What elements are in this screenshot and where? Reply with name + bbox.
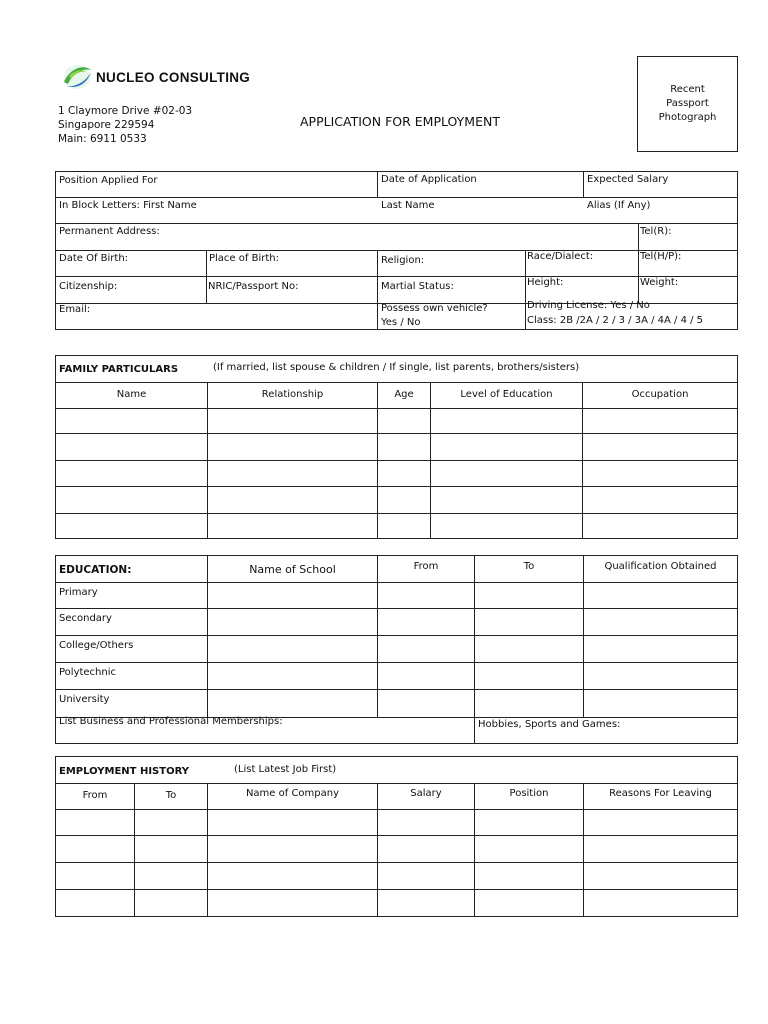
employment-col-header (584, 783, 737, 810)
employment-section-note: (List Latest Job First) (234, 764, 337, 775)
family-table-cell[interactable] (208, 409, 378, 434)
family-table-cell[interactable] (56, 409, 208, 434)
first-name-label: In Block Letters: First Name (59, 200, 197, 211)
family-table-cell[interactable] (378, 434, 431, 461)
photo-label-1: Recent (670, 84, 705, 95)
email-field[interactable] (56, 304, 378, 329)
employment-col-header (135, 783, 208, 810)
email-label: Email: (59, 304, 91, 315)
employment-table-cell[interactable] (208, 810, 378, 836)
employment-table-cell[interactable] (135, 863, 208, 890)
tel-hp-label: Tel(H/P): (640, 251, 682, 262)
education-table-cell[interactable] (378, 636, 475, 663)
family-col-header (208, 382, 378, 409)
employment-col-header (475, 783, 584, 810)
family-table-cell[interactable] (378, 514, 431, 538)
hobbies-label: Hobbies, Sports and Games: (478, 719, 621, 730)
education-table-cell[interactable] (208, 690, 378, 718)
education-table-cell[interactable] (584, 663, 737, 690)
photo-box[interactable] (637, 56, 738, 152)
permanent-address-field[interactable] (56, 224, 639, 251)
race-dialect-field[interactable] (526, 251, 639, 277)
family-table-cell[interactable] (583, 487, 737, 514)
marital-status-label: Martial Status: (381, 281, 454, 292)
education-table-cell[interactable] (208, 609, 378, 636)
family-table-cell[interactable] (56, 461, 208, 487)
memberships-label: List Business and Professional Memberships: (59, 716, 283, 727)
education-section-title: EDUCATION: (59, 564, 132, 576)
employment-col-header (56, 783, 135, 810)
education-table-cell[interactable] (378, 690, 475, 718)
education-col-header (208, 556, 378, 583)
date-of-birth-field[interactable] (56, 251, 207, 277)
employment-history-section (55, 756, 738, 917)
family-col-header (583, 382, 737, 409)
education-level-label: College/Others (59, 640, 134, 651)
family-table-cell[interactable] (378, 409, 431, 434)
photo-label-2: Passport (666, 98, 709, 109)
hobbies-field[interactable] (475, 717, 737, 743)
education-col-header-label: To (523, 561, 535, 572)
education-col-header-label: From (413, 561, 439, 572)
employment-table-cell[interactable] (56, 890, 135, 916)
address-line1: 1 Claymore Drive #02-03 (58, 105, 193, 117)
weight-field[interactable] (639, 277, 737, 304)
employment-table-cell[interactable] (378, 810, 475, 836)
family-col-header-label: Name (116, 389, 147, 400)
family-table-cell[interactable] (583, 461, 737, 487)
education-table-cell[interactable] (475, 636, 584, 663)
driving-license-field[interactable] (526, 300, 737, 329)
education-level-label: Secondary (59, 613, 112, 624)
education-level-cell (56, 690, 208, 718)
employment-table-cell[interactable] (208, 863, 378, 890)
employment-table-cell[interactable] (135, 836, 208, 863)
permanent-address-label: Permanent Address: (59, 226, 160, 237)
place-of-birth-label: Place of Birth: (209, 253, 279, 264)
education-col-header-label: Name of School (249, 563, 336, 576)
employment-col-header (208, 783, 378, 810)
education-table-cell[interactable] (475, 663, 584, 690)
education-level-label: University (59, 694, 110, 705)
employment-table-cell[interactable] (378, 863, 475, 890)
employment-col-header-label: Name of Company (245, 788, 340, 799)
weight-label: Weight: (640, 277, 679, 288)
education-table (56, 556, 737, 718)
employment-table (56, 783, 737, 916)
employment-table-cell[interactable] (56, 863, 135, 890)
marital-status-field[interactable] (378, 277, 526, 304)
family-table-cell[interactable] (431, 461, 583, 487)
employment-table-cell[interactable] (135, 810, 208, 836)
employment-table-cell[interactable] (475, 863, 584, 890)
tel-r-field[interactable] (639, 224, 737, 251)
company-address (58, 104, 192, 146)
memberships-field[interactable] (56, 717, 475, 743)
last-name-field[interactable] (378, 198, 584, 224)
education-table-cell[interactable] (584, 583, 737, 609)
family-col-header-label: Level of Education (460, 389, 553, 400)
employment-table-cell[interactable] (135, 890, 208, 916)
education-table-cell[interactable] (584, 636, 737, 663)
date-of-birth-label: Date Of Birth: (59, 253, 129, 264)
education-section (55, 555, 738, 744)
education-col-header (378, 556, 475, 583)
family-table-cell[interactable] (583, 409, 737, 434)
employment-col-header-label: To (165, 790, 177, 801)
family-table-cell[interactable] (56, 434, 208, 461)
family-table-cell[interactable] (431, 434, 583, 461)
own-vehicle-options: Yes / No (381, 317, 421, 328)
family-particulars-section (55, 355, 738, 539)
education-level-label: Polytechnic (59, 667, 117, 678)
employment-table-cell[interactable] (584, 890, 737, 916)
date-of-application-label: Date of Application (381, 174, 477, 185)
form-title: APPLICATION FOR EMPLOYMENT (300, 114, 500, 129)
family-table-cell[interactable] (208, 487, 378, 514)
family-table-cell[interactable] (583, 514, 737, 538)
family-col-header-label: Occupation (631, 389, 689, 400)
education-col-header (475, 556, 584, 583)
education-table-cell[interactable] (208, 583, 378, 609)
position-applied-label: Position Applied For (59, 175, 158, 186)
last-name-label: Last Name (381, 200, 435, 211)
family-table-cell[interactable] (56, 487, 208, 514)
position-applied-field[interactable] (56, 172, 378, 198)
education-table-cell[interactable] (584, 609, 737, 636)
education-table-cell[interactable] (475, 609, 584, 636)
education-level-label: Primary (59, 587, 98, 598)
first-name-field[interactable] (56, 198, 378, 224)
photo-label-3: Photograph (658, 112, 717, 123)
family-col-header (378, 382, 431, 409)
employment-table-cell[interactable] (584, 836, 737, 863)
education-col-header (584, 556, 737, 583)
education-table-cell[interactable] (378, 663, 475, 690)
company-name: NUCLEO CONSULTING (96, 69, 251, 85)
expected-salary-label: Expected Salary (587, 174, 669, 185)
address-line2: Singapore 229594 (58, 119, 155, 131)
employment-table-cell[interactable] (56, 810, 135, 836)
family-table-cell[interactable] (431, 487, 583, 514)
employment-section-title: EMPLOYMENT HISTORY (59, 766, 189, 777)
alias-label: Alias (If Any) (587, 200, 651, 211)
employment-col-header-label: Reasons For Leaving (609, 788, 712, 799)
swirl-globe-icon (60, 62, 94, 92)
education-level-cell (56, 609, 208, 636)
family-table-cell[interactable] (378, 461, 431, 487)
place-of-birth-field[interactable] (207, 251, 378, 277)
nric-passport-label: NRIC/Passport No: (208, 281, 299, 292)
education-table-cell[interactable] (208, 636, 378, 663)
education-level-cell (56, 636, 208, 663)
education-table-cell[interactable] (378, 609, 475, 636)
alias-field[interactable] (584, 198, 737, 224)
employment-table-cell[interactable] (475, 810, 584, 836)
family-table (56, 382, 737, 538)
personal-details-section (55, 171, 738, 330)
employment-col-header-label: From (82, 790, 108, 801)
employment-table-cell[interactable] (584, 810, 737, 836)
education-level-cell (56, 663, 208, 690)
employment-col-header (378, 783, 475, 810)
tel-r-label: Tel(R): (640, 226, 672, 237)
family-col-header-label: Age (394, 389, 414, 400)
tel-hp-field[interactable] (639, 251, 737, 277)
height-label: Height: (527, 277, 564, 288)
driving-license-label: Driving License: Yes / No (527, 300, 650, 311)
education-level-cell (56, 583, 208, 609)
company-logo (60, 62, 250, 92)
employment-table-cell[interactable] (378, 890, 475, 916)
employment-table-cell[interactable] (475, 890, 584, 916)
employment-table-cell[interactable] (475, 836, 584, 863)
employment-table-cell[interactable] (208, 836, 378, 863)
education-table-cell[interactable] (378, 583, 475, 609)
own-vehicle-question: Possess own vehicle? (381, 303, 488, 314)
education-table-cell[interactable] (475, 690, 584, 718)
employment-table-cell[interactable] (584, 863, 737, 890)
citizenship-label: Citizenship: (59, 281, 118, 292)
family-table-cell[interactable] (431, 409, 583, 434)
nric-passport-field[interactable] (207, 277, 378, 304)
main-phone: Main: 6911 0533 (58, 133, 147, 145)
family-table-cell[interactable] (208, 461, 378, 487)
education-title-cell (56, 556, 208, 583)
citizenship-field[interactable] (56, 277, 207, 304)
employment-table-cell[interactable] (378, 836, 475, 863)
own-vehicle-field[interactable] (378, 304, 526, 329)
employment-table-cell[interactable] (56, 836, 135, 863)
family-col-header (431, 382, 583, 409)
license-class-label: Class: 2B /2A / 2 / 3 / 3A / 4A / 4 / 5 (527, 315, 704, 326)
education-table-cell[interactable] (584, 690, 737, 718)
family-section-title: FAMILY PARTICULARS (59, 364, 179, 375)
family-table-cell[interactable] (208, 514, 378, 538)
employment-table-cell[interactable] (208, 890, 378, 916)
education-table-cell[interactable] (208, 663, 378, 690)
family-table-cell[interactable] (583, 434, 737, 461)
education-col-header-label: Qualification Obtained (604, 561, 717, 572)
family-table-cell[interactable] (208, 434, 378, 461)
religion-field[interactable] (378, 251, 526, 277)
employment-col-header-label: Salary (410, 788, 442, 799)
family-table-cell[interactable] (378, 487, 431, 514)
race-dialect-label: Race/Dialect: (527, 251, 594, 262)
family-section-note: (If married, list spouse & children / If single, list parents, brothers/sisters) (213, 362, 580, 373)
family-table-cell[interactable] (56, 514, 208, 538)
date-of-application-field[interactable] (378, 172, 584, 198)
expected-salary-field[interactable] (584, 172, 737, 198)
family-table-cell[interactable] (431, 514, 583, 538)
family-col-header (56, 382, 208, 409)
religion-label: Religion: (381, 255, 425, 266)
employment-col-header-label: Position (509, 788, 549, 799)
family-col-header-label: Relationship (261, 389, 324, 400)
education-table-cell[interactable] (475, 583, 584, 609)
